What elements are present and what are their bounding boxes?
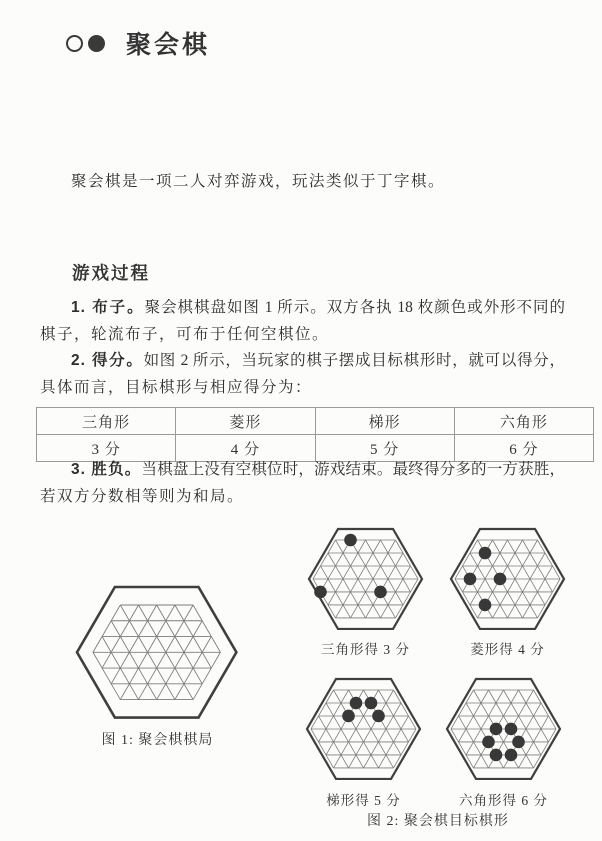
table-header-cell: 六角形 (454, 408, 593, 435)
step-1-paragraph (40, 295, 565, 348)
text-line (40, 457, 565, 484)
text-line: 棋子，轮流布子，可布于任何空棋位。 (40, 325, 330, 343)
step-1-label: 1. 布子。 (71, 299, 145, 316)
step-3-text: 当棋盘上没有空棋位时，游戏结束。最终得分多的一方获胜， (141, 461, 566, 478)
score-table-header-row (37, 408, 594, 435)
target-caption-trapezoid: 梯形得 5 分 (326, 793, 401, 808)
chapter-title-row (66, 26, 210, 60)
target-caption-rhombus: 菱形得 4 分 (470, 642, 545, 657)
target-board-hexagon (444, 676, 563, 787)
step-1-text: 聚会棋棋盘如图 1 所示。双方各执 18 枚颜色或外形不同的 (144, 299, 565, 316)
table-value-cell: 6 分 (454, 435, 593, 462)
step-3-label: 3. 胜负。 (71, 461, 142, 478)
outline-circle-icon (66, 35, 83, 52)
figure-1-caption: 图 1: 聚会棋棋局 (101, 733, 214, 748)
text-line (40, 348, 565, 375)
table-value-cell: 3 分 (37, 435, 176, 462)
figure-2-caption: 图 2: 聚会棋目标棋形 (367, 814, 509, 829)
section-heading: 游戏过程 (72, 263, 150, 283)
target-board-trapezoid (304, 676, 423, 787)
text-line (40, 295, 565, 322)
text-line: 具体而言，目标棋形与相应得分为： (40, 378, 313, 396)
target-board-triangle (306, 526, 425, 637)
target-caption-triangle: 三角形得 3 分 (321, 642, 410, 657)
score-table (36, 407, 594, 462)
table-header-cell: 三角形 (37, 408, 176, 435)
filled-circle-icon (88, 35, 105, 52)
target-board-rhombus (448, 526, 567, 637)
text-line: 若双方分数相等则为和局。 (40, 487, 245, 505)
step-3-paragraph (40, 457, 565, 510)
intro-paragraph: 聚会棋是一项二人对弈游戏，玩法类似于丁字棋。 (71, 172, 446, 190)
table-value-cell: 5 分 (315, 435, 454, 462)
page-title: 聚会棋 (126, 32, 211, 59)
figure-1-game-board (74, 584, 240, 726)
step-2-paragraph (40, 348, 565, 401)
table-header-cell: 菱形 (176, 408, 315, 435)
target-caption-hexagon: 六角形得 6 分 (459, 793, 548, 808)
step-2-text: 如图 2 所示，当玩家的棋子摆成目标棋形时，就可以得分， (143, 352, 565, 369)
step-2-label: 2. 得分。 (71, 352, 144, 369)
table-value-cell: 4 分 (176, 435, 315, 462)
table-header-cell: 梯形 (315, 408, 454, 435)
